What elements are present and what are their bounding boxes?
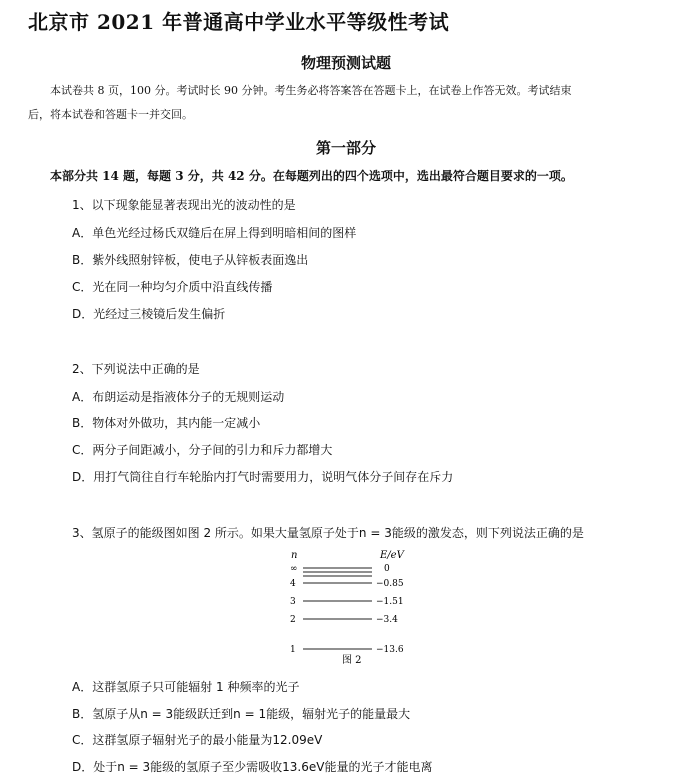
exam-title: 北京市 2021 年普通高中学业水平等级性考试 [28,10,450,34]
energy-levels [303,568,372,649]
question-1-option-a: A．单色光经过杨氏双缝后在屏上得到明暗相间的图样 [72,226,357,240]
level-energy-1: −13.6 [376,645,404,655]
question-1-option-d: D．光经过三棱镜后发生偏折 [72,307,226,321]
level-label-4: 4 [290,579,296,589]
exam-notice-line2: 后，将本试卷和答题卡一并交回。 [28,108,193,121]
paper-title: 物理预测试题 [300,54,391,72]
question-1-option-c: C．光在同一种均匀介质中沿直线传播 [72,280,273,294]
n-axis-label: n [291,550,298,561]
part-title: 第一部分 [315,139,376,157]
energy-axis-label: E/eV [380,550,404,561]
question-2-stem: 2、下列说法中正确的是 [72,362,200,376]
level-label-1: 1 [290,645,296,655]
level-label-inf: ∞ [290,564,298,574]
question-3-option-d: D．处于n = 3能级的氢原子至少需吸收13.6eV能量的光子才能电离 [72,760,433,774]
level-energy-inf: 0 [384,564,390,574]
question-1-option-b: B．紫外线照射锌板，使电子从锌板表面逸出 [72,253,309,267]
level-label-2: 2 [290,615,296,625]
question-1-stem: 1、以下现象能显著表现出光的波动性的是 [72,198,296,212]
exam-notice-line1: 本试卷共 8 页，100 分。考试时长 90 分钟。考生务必将答案答在答题卡上，在试卷上作答无效。考试结束 [50,84,572,97]
level-energy-2: −3.4 [376,615,398,625]
part-instruction: 本部分共 14 题，每题 3 分，共 42 分。在每题列出的四个选项中，选出最符合题目要求的一项。 [50,169,573,183]
question-3-option-b: B．氢原子从n = 3能级跃迁到n = 1能级，辐射光子的能量最大 [72,707,411,721]
figure-caption: 图 2 [342,655,362,666]
level-energy-4: −0.85 [376,579,404,589]
question-3-option-a: A．这群氢原子只可能辐射 1 种频率的光子 [72,680,300,694]
level-label-3: 3 [290,597,296,607]
question-3-stem: 3、氢原子的能级图如图 2 所示。如果大量氢原子处于n = 3能级的激发态，则下列说法正确的是 [72,526,584,540]
question-2-option-b: B．物体对外做功，其内能一定减小 [72,416,261,430]
energy-level-diagram [280,546,440,670]
level-energy-3: −1.51 [376,597,404,607]
question-2-option-d: D．用打气筒往自行车轮胎内打气时需要用力，说明气体分子间存在斥力 [72,470,454,484]
question-3-option-c: C．这群氢原子辐射光子的最小能量为12.09eV [72,733,323,747]
question-2-option-c: C．两分子间距减小，分子间的引力和斥力都增大 [72,443,333,457]
question-2-option-a: A．布朗运动是指液体分子的无规则运动 [72,390,285,404]
